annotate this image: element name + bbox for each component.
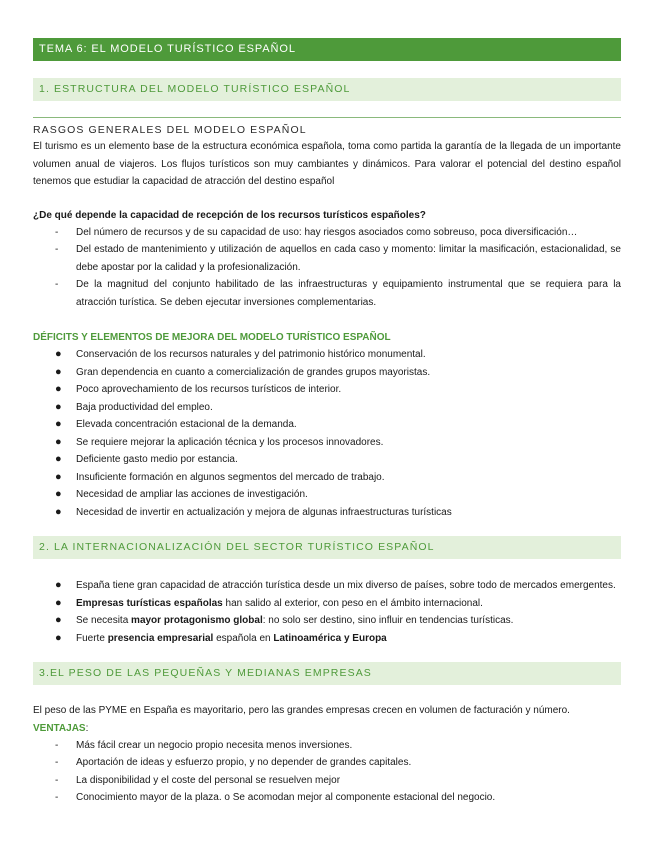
list-item: ● Empresas turísticas españolas han salido al exterior, con peso en el ámbito internacional.: [33, 595, 621, 613]
dash-marker: -: [55, 774, 59, 786]
list-item: ● Fuerte presencia empresarial española en Latinoamérica y Europa: [33, 630, 621, 648]
bullet-icon: ●: [55, 614, 62, 626]
bullet-icon: ●: [55, 453, 62, 465]
bullet-icon: ●: [55, 631, 62, 644]
question-list: [33, 224, 621, 312]
section-2-heading: 2. LA INTERNACIONALIZACIÓN DEL SECTOR TURÍSTICO ESPAÑOL: [33, 536, 621, 559]
list-item: - Conocimiento mayor de la plaza. o Se acomodan mejor al componente estacional del negocio.: [33, 789, 621, 807]
bullet-icon: ●: [55, 579, 62, 591]
list-item: - Aportación de ideas y esfuerzo propio, y no depender de grandes capitales.: [33, 754, 621, 772]
section-1-subheading: RASGOS GENERALES DEL MODELO ESPAÑOL: [33, 124, 307, 136]
bullet-icon: ●: [55, 470, 62, 483]
section-divider: [33, 117, 621, 118]
section-1-heading: 1. ESTRUCTURA DEL MODELO TURÍSTICO ESPAÑOL: [33, 78, 621, 101]
list-item: - La disponibilidad y el coste del personal se resuelven mejor: [33, 772, 621, 790]
bullet-icon: ●: [55, 348, 62, 360]
document-page: [33, 38, 621, 807]
dash-marker: -: [55, 792, 59, 803]
section-1-paragraph: El turismo es un elemento base de la estructura económica española, toma como partida la garantía de la llegada de un importante volumen anual de viajeros. Los flujos turísticos son muy cambiantes y dinámicos. Para valorar el potencial del destino español tenemos que estudiar la capacidad de atracción del destino español: [33, 141, 621, 187]
bullet-icon: ●: [55, 505, 62, 518]
list-item: ● Insuficiente formación en algunos segmentos del mercado de trabajo.: [33, 469, 621, 487]
list-item: ● Deficiente gasto medio por estancia.: [33, 451, 621, 469]
section-1-question: ¿De qué depende la capacidad de recepción de los recursos turísticos españoles?: [33, 209, 426, 221]
dash-marker: -: [55, 226, 59, 238]
deficits-list: [33, 346, 621, 521]
dash-marker: -: [55, 244, 59, 255]
list-item: ● Necesidad de ampliar las acciones de investigación.: [33, 486, 621, 504]
ventajas-heading: VENTAJAS:: [33, 722, 89, 734]
deficits-heading: DÉFICITS Y ELEMENTOS DE MEJORA DEL MODELO TURÍSTICO ESPAÑOL: [33, 332, 391, 343]
list-item: - Del estado de mantenimiento y utilización de aquellos en cada caso y momento: limitar la masificación, estacionalidad, se debe apostar por la calidad y la profesionalización.: [33, 241, 621, 276]
bullet-icon: ●: [55, 383, 62, 395]
section-3-heading: 3.EL PESO DE LAS PEQUEÑAS Y MEDIANAS EMPRESAS: [33, 662, 621, 685]
list-item: ● Se requiere mejorar la aplicación técnica y los procesos innovadores.: [33, 434, 621, 452]
dash-marker: -: [55, 739, 59, 751]
list-item: - Más fácil crear un negocio propio necesita menos inversiones.: [33, 737, 621, 755]
list-item: - De la magnitud del conjunto habilitado de las infraestructuras y equipamiento instrumental que se requiera para la atracción turística. Se deben ejecutar inversiones complementarias.: [33, 276, 621, 311]
bullet-icon: ●: [55, 596, 62, 609]
bullet-icon: ●: [55, 418, 62, 430]
list-item: ● España tiene gran capacidad de atracción turística desde un mix diverso de países, sobre todo de mercados emergentes.: [33, 577, 621, 595]
bullet-icon: ●: [55, 435, 62, 448]
list-item: ● Baja productividad del empleo.: [33, 399, 621, 417]
section-3-paragraph: El peso de las PYME en España es mayoritario, pero las grandes empresas crecen en volumen de facturación y número.: [33, 705, 570, 716]
dash-marker: -: [55, 279, 59, 290]
ventajas-list: [33, 737, 621, 807]
list-item: ● Gran dependencia en cuanto a comercialización de grandes grupos mayoristas.: [33, 364, 621, 382]
list-item: ● Se necesita mayor protagonismo global: no solo ser destino, sino influir en tendencias turísticas.: [33, 612, 621, 630]
bullet-icon: ●: [55, 488, 62, 500]
document-title: TEMA 6: EL MODELO TURÍSTICO ESPAÑOL: [33, 38, 621, 61]
bullet-icon: ●: [55, 400, 62, 413]
list-item: ● Conservación de los recursos naturales y del patrimonio histórico monumental.: [33, 346, 621, 364]
bullet-icon: ●: [55, 365, 62, 378]
list-item: ● Elevada concentración estacional de la demanda.: [33, 416, 621, 434]
dash-marker: -: [55, 757, 59, 768]
list-item: ● Necesidad de invertir en actualización y mejora de algunas infraestructuras turísticas: [33, 504, 621, 522]
internationalization-list: [33, 577, 621, 647]
list-item: ● Poco aprovechamiento de los recursos turísticos de interior.: [33, 381, 621, 399]
list-item: - Del número de recursos y de su capacidad de uso: hay riesgos asociados como sobreuso, poca diversificación…: [33, 224, 621, 242]
